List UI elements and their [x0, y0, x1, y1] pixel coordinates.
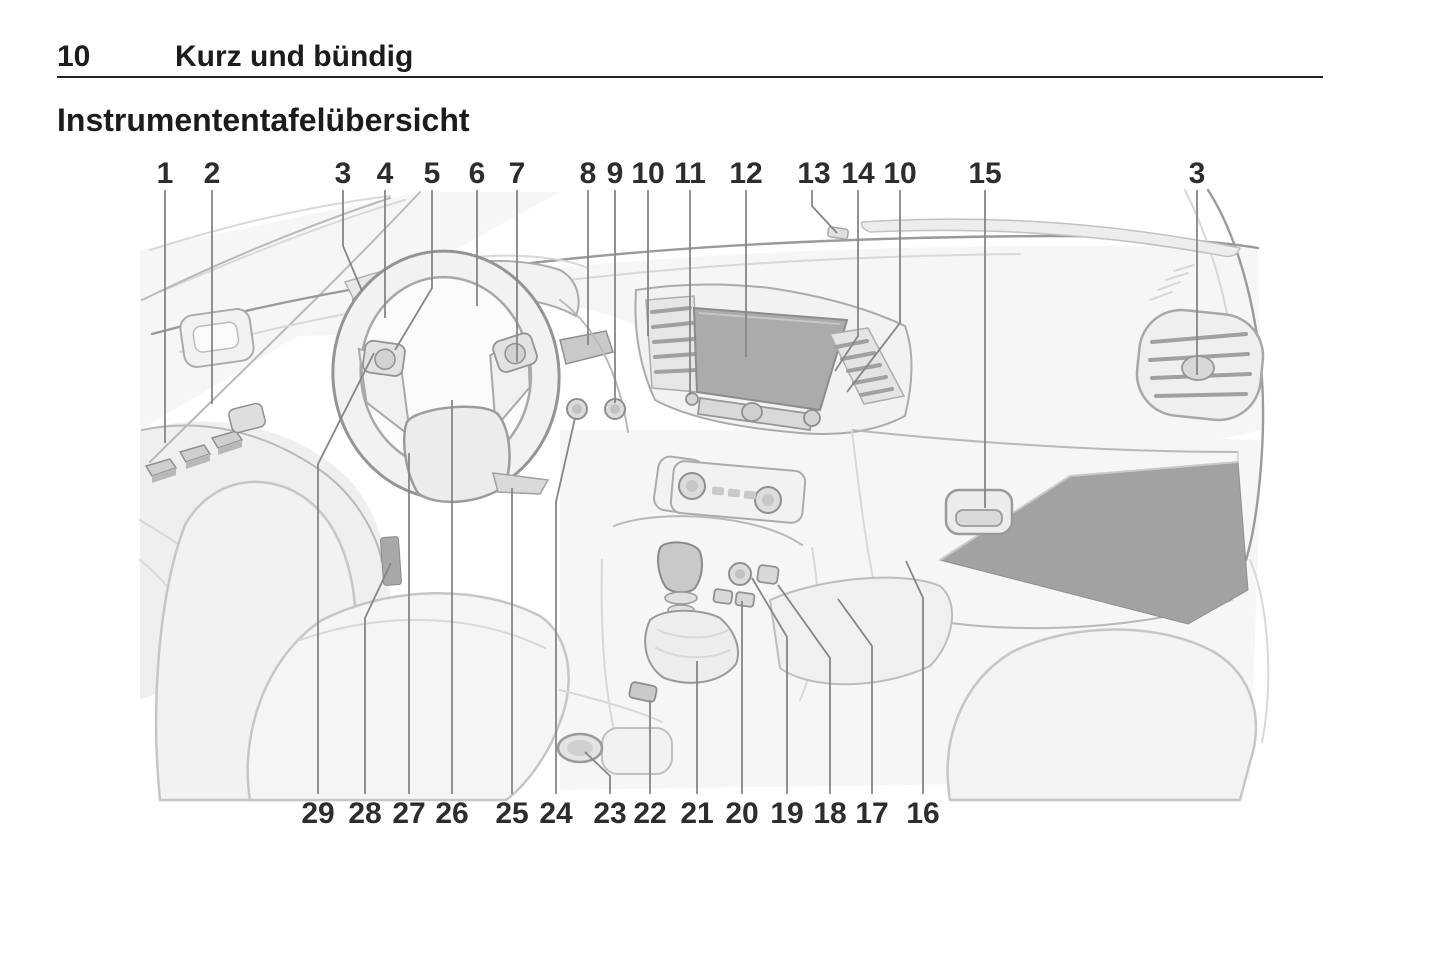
- callout-number: 27: [392, 797, 426, 830]
- callout-number: 10: [631, 157, 665, 190]
- callout-number: 25: [495, 797, 529, 830]
- storage-tray: [602, 728, 672, 774]
- callout-number: 16: [906, 797, 940, 830]
- display-button: [686, 393, 698, 405]
- climate-controls: [670, 460, 806, 523]
- callout-number: 15: [968, 157, 1002, 190]
- volume-knob: [742, 403, 762, 421]
- light-sensor: [827, 226, 848, 239]
- callout-number: 19: [770, 797, 804, 830]
- right-side-vent: [1133, 306, 1267, 424]
- callout-number: 28: [348, 797, 382, 830]
- wiper-stalk: [560, 331, 613, 364]
- callout-number: 2: [203, 157, 221, 190]
- callout-number: 24: [539, 797, 573, 830]
- callout-number: 1: [156, 157, 174, 190]
- tuner-knob: [804, 410, 820, 426]
- page-number: 10: [57, 40, 91, 73]
- callout-number: 26: [435, 797, 469, 830]
- callout-number: 21: [680, 797, 714, 830]
- callout-number: 9: [606, 157, 624, 190]
- callout-number: 12: [729, 157, 763, 190]
- callout-number: 5: [423, 157, 441, 190]
- shifter-boot: [645, 611, 738, 683]
- callout-number: 18: [813, 797, 847, 830]
- callout-number: 6: [468, 157, 486, 190]
- callout-number: 4: [376, 157, 394, 190]
- glovebox-handle: [946, 490, 1012, 534]
- callout-number: 7: [508, 157, 526, 190]
- console-switch: [757, 565, 779, 585]
- callout-number: 29: [301, 797, 335, 830]
- callout-number: 17: [855, 797, 889, 830]
- callout-number: 23: [593, 797, 627, 830]
- callout-number: 11: [674, 157, 706, 190]
- callout-number: 14: [841, 157, 875, 190]
- callout-number: 3: [334, 157, 352, 190]
- callout-number: 22: [633, 797, 667, 830]
- callout-number: 8: [579, 157, 597, 190]
- callout-number: 20: [725, 797, 759, 830]
- door-handle-recess: [192, 321, 239, 353]
- chapter-title: Kurz und bündig: [175, 40, 414, 73]
- callout-number: 3: [1188, 157, 1206, 190]
- callout-number: 10: [883, 157, 917, 190]
- section-title: Instrumententafelübersicht: [57, 102, 470, 138]
- callout-number: 13: [797, 157, 831, 190]
- column-lever: [493, 473, 548, 494]
- mirror-switch: [228, 402, 267, 434]
